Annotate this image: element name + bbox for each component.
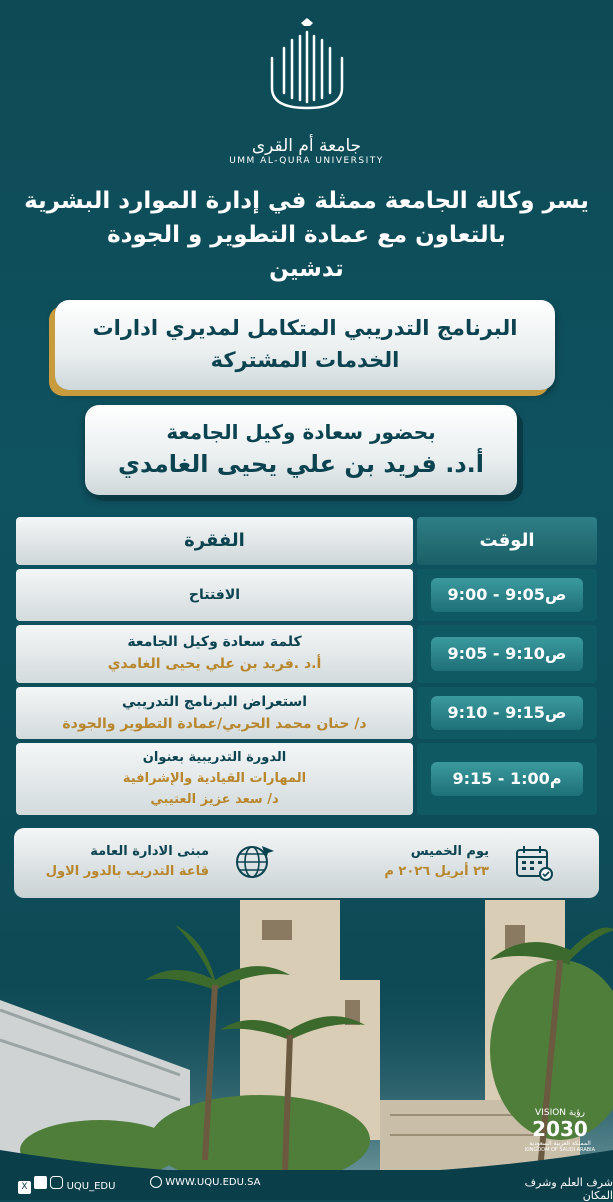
row-presenter: د/ سعد عزيز العتيبي (150, 792, 279, 807)
snapchat-icon[interactable] (34, 1176, 47, 1189)
row-item-cell (16, 743, 413, 815)
headline-line-1: يسر وكالة الجامعة ممثلة في إدارة الموارد البشرية (24, 188, 589, 214)
row-time-cell (417, 687, 597, 739)
row-item-cell (16, 569, 413, 621)
schedule-table (16, 517, 597, 817)
event-hall: قاعة التدريب بالدور الاول (45, 864, 209, 879)
social-handle[interactable]: UQU_EDU (66, 1181, 116, 1192)
table-row (16, 569, 597, 621)
row-time-cell (417, 569, 597, 621)
event-day: يوم الخميس (410, 844, 489, 859)
vision-2030-logo (520, 1108, 600, 1153)
program-title-box (55, 300, 555, 390)
table-row (16, 625, 597, 683)
vision-label-ar: رؤية (568, 1108, 585, 1118)
event-date-group (349, 842, 489, 882)
time-pill: 9:15 - 1:00م (431, 762, 583, 796)
row-item-cell (16, 687, 413, 739)
row-time-cell (417, 743, 597, 815)
website-link[interactable]: WWW.UQU.EDU.SA (165, 1177, 261, 1188)
globe-location-icon (232, 840, 276, 888)
calendar-icon (514, 844, 554, 886)
guest-line-1: بحضور سعادة وكيل الجامعة (166, 420, 436, 444)
vision-kingdom-en: KINGDOM OF SAUDI ARABIA (524, 1147, 596, 1153)
row-subtitle: المهارات القيادية والإشرافية (122, 771, 307, 786)
event-info-box (14, 828, 599, 898)
web-icon (150, 1176, 162, 1188)
row-time-cell (417, 625, 597, 683)
row-item-cell (16, 625, 413, 683)
program-title-line-1: البرنامج التدريبي المتكامل لمديري ادارات (92, 316, 518, 340)
university-emblem-icon (262, 18, 352, 113)
guest-box (85, 405, 517, 495)
university-logo (0, 18, 613, 166)
row-title: استعراض البرنامج التدريبي (121, 694, 308, 710)
university-name-ar: جامعة أم القرى (251, 136, 362, 156)
table-header-item: الفقرة (16, 517, 413, 565)
headline-line-2: بالتعاون مع عمادة التطوير و الجودة (107, 222, 506, 248)
row-subtitle: د/ حنان محمد الحربي/عمادة التطوير والجودة (62, 716, 367, 732)
social-icons (18, 1176, 115, 1194)
campus-scene-illustration (0, 900, 613, 1200)
slogan: شرف العلم وشرف المكان (524, 1176, 613, 1202)
row-title: الافتتاح (188, 587, 241, 603)
event-date: ٢٣ أبريل ٢٠٢٦ م (384, 864, 489, 879)
vision-year: 2030 (532, 1117, 588, 1141)
instagram-icon[interactable] (50, 1176, 63, 1189)
row-title: الدورة التدريبية بعنوان (142, 750, 287, 765)
time-pill: 9:10 - 9:15ص (431, 696, 583, 730)
university-name-en: UMM AL-QURA UNIVERSITY (229, 156, 384, 166)
guest-name: أ.د. فريد بن علي يحيى الغامدي (117, 450, 485, 478)
program-title-line-2: الخدمات المشتركة (210, 348, 400, 372)
time-pill: 9:05 - 9:10ص (431, 637, 583, 671)
table-header-time: الوقت (417, 517, 597, 565)
event-building: مبنى الادارة العامة (90, 844, 209, 859)
vision-kingdom-ar: المملكة العربية السعودية (529, 1140, 591, 1147)
event-location-group (29, 842, 209, 882)
table-row (16, 743, 597, 815)
time-pill: 9:00 - 9:05ص (431, 578, 583, 612)
row-subtitle: أ.د .فريد بن علي يحيى الغامدي (107, 656, 322, 672)
vision-label-en: VISION (535, 1108, 567, 1118)
announcement-headline (20, 184, 593, 286)
row-title: كلمة سعادة وكيل الجامعة (127, 634, 302, 650)
headline-line-3: تدشين (269, 256, 344, 282)
table-row (16, 687, 597, 739)
x-icon[interactable]: X (18, 1181, 31, 1194)
website-group (150, 1176, 260, 1188)
